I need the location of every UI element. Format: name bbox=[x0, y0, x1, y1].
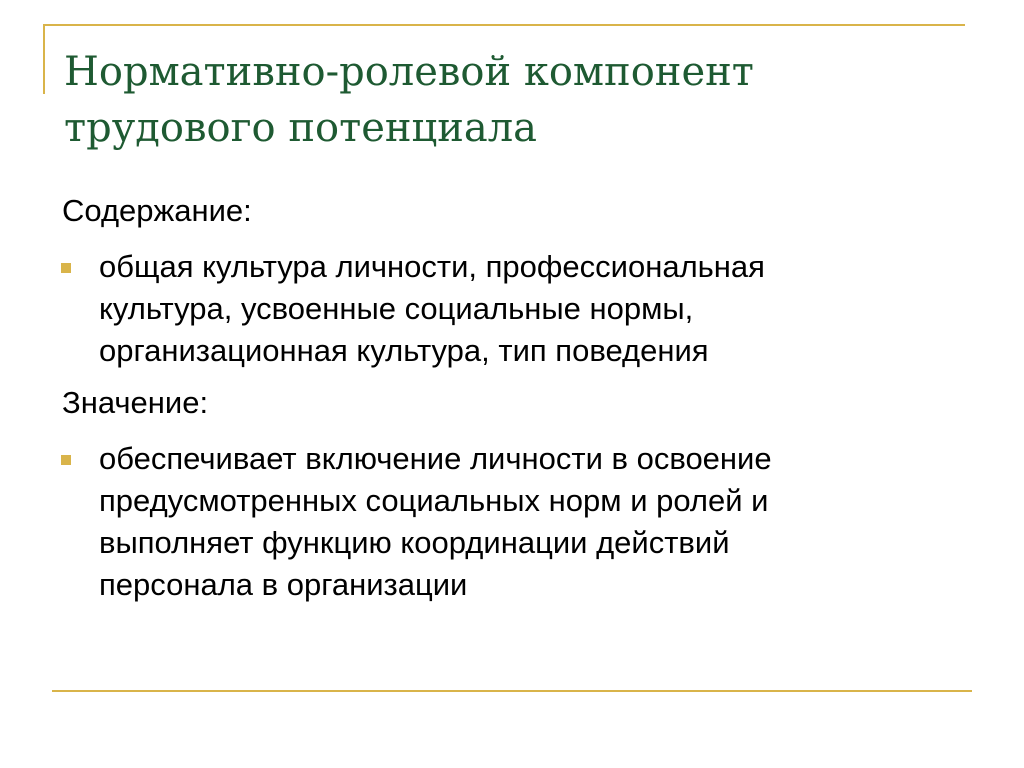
slide-title bbox=[64, 44, 964, 156]
title-line-2: трудового потенциала bbox=[64, 105, 538, 151]
title-line-1: Нормативно-ролевой компонент bbox=[64, 49, 754, 95]
bullet-line: выполняет функцию координации действий bbox=[99, 525, 730, 560]
bullet-item-content bbox=[62, 246, 962, 372]
bullet-line: культура, усвоенные социальные нормы, bbox=[99, 291, 694, 326]
square-bullet-icon bbox=[61, 263, 71, 273]
bullet-line: обеспечивает включение личности в освоение bbox=[99, 441, 772, 476]
bullet-item-meaning bbox=[62, 438, 962, 606]
square-bullet-icon bbox=[61, 455, 71, 465]
bullet-line: персонала в организации bbox=[99, 567, 468, 602]
section-label-meaning: Значение: bbox=[62, 385, 209, 420]
bullet-line: предусмотренных социальных норм и ролей и bbox=[99, 483, 769, 518]
slide-content bbox=[62, 190, 962, 616]
section-label-content: Содержание: bbox=[62, 193, 252, 228]
bullet-line: организационная культура, тип поведения bbox=[99, 333, 709, 368]
left-accent-line bbox=[43, 24, 45, 94]
bottom-divider-line bbox=[52, 690, 972, 692]
bullet-line: общая культура личности, профессиональная bbox=[99, 249, 765, 284]
top-divider-line bbox=[43, 24, 965, 26]
